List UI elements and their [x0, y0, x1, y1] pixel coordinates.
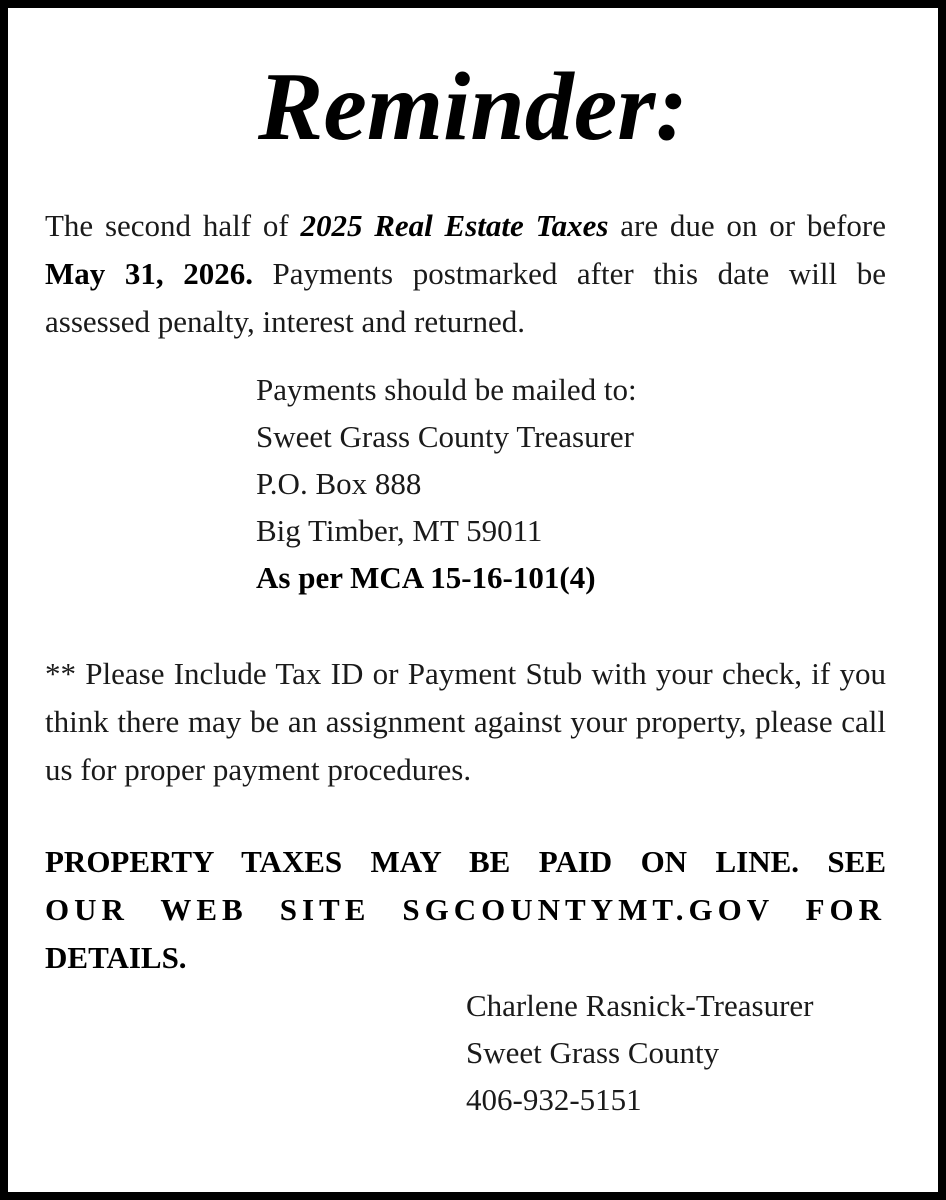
online-notice-line-3: DETAILS.	[45, 940, 187, 975]
intro-text-1: The second half of	[45, 208, 301, 243]
tax-name: 2025 Real Estate Taxes	[300, 208, 609, 243]
treasurer-name: Charlene Rasnick-Treasurer	[466, 988, 814, 1023]
due-date-paragraph	[45, 202, 886, 346]
mailing-po-box: P.O. Box 888	[256, 466, 422, 501]
intro-text-3: Payments postmarked after this date will be assessed penalty, interest and returned.	[45, 256, 886, 339]
reminder-title: Reminder:	[257, 53, 689, 161]
due-date: May 31, 2026.	[45, 256, 253, 291]
mailing-address-block	[256, 366, 637, 601]
mailing-city-state-zip: Big Timber, MT 59011	[256, 513, 543, 548]
statute-reference: As per MCA 15-16-101(4)	[256, 560, 596, 595]
phone-number: 406-932-5151	[466, 1082, 642, 1117]
mailing-recipient: Sweet Grass County Treasurer	[256, 419, 634, 454]
online-notice-line-1: PROPERTY TAXES MAY BE PAID ON LINE. SEE	[45, 844, 886, 879]
signature-block	[466, 982, 814, 1123]
mailing-heading: Payments should be mailed to:	[256, 372, 637, 407]
county-name: Sweet Grass County	[466, 1035, 720, 1070]
payment-instructions: ** Please Include Tax ID or Payment Stub with your check, if you think there may be an assignment against your property, please call us for proper payment procedures.	[45, 656, 886, 787]
online-payment-notice	[45, 838, 886, 982]
intro-text-2: are due on or before	[608, 208, 886, 243]
online-notice-line-2: OUR WEB SITE SGCOUNTYMT.GOV FOR	[45, 892, 886, 927]
